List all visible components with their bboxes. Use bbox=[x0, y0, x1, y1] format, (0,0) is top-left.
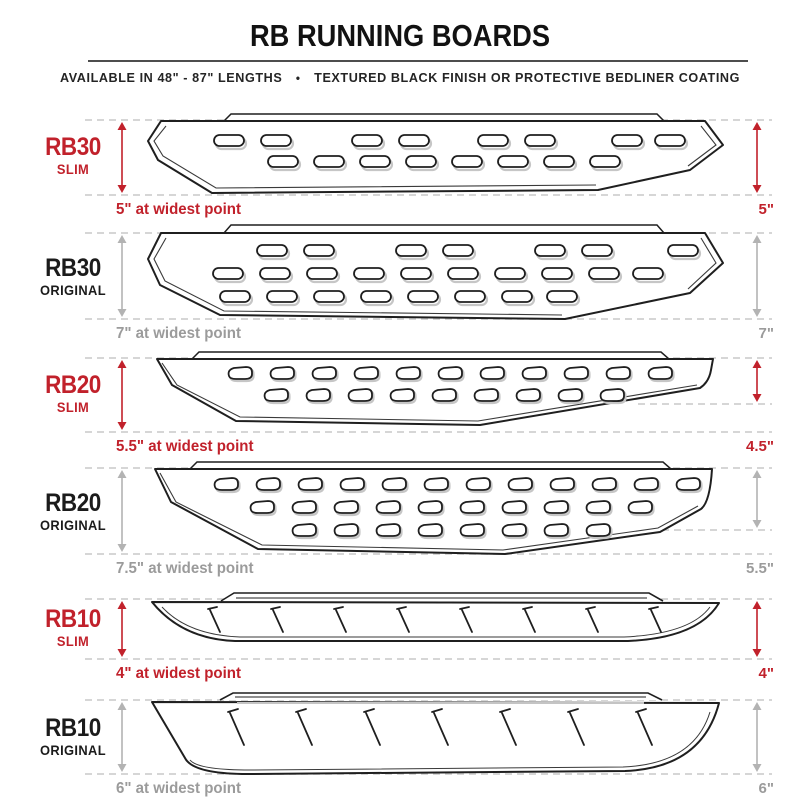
bullet-separator-icon: • bbox=[295, 71, 301, 85]
header bbox=[0, 0, 800, 100]
model-variant: ORIGINAL bbox=[40, 517, 106, 534]
model-variant: SLIM bbox=[56, 399, 90, 416]
widest-point-label: 6" at widest point bbox=[116, 780, 241, 797]
title-divider bbox=[88, 60, 748, 62]
widest-point-label: 4" at widest point bbox=[116, 665, 241, 682]
height-arrow-right bbox=[753, 702, 762, 772]
subtitle-lengths: AVAILABLE IN 48" - 87" LENGTHS bbox=[59, 70, 283, 85]
widest-point-label: 5" at widest point bbox=[116, 201, 241, 218]
model-label-rb10-slim bbox=[24, 606, 122, 649]
row-rb20-slim bbox=[0, 340, 800, 455]
model-name: RB10 bbox=[45, 714, 101, 742]
model-label-rb10-original bbox=[24, 715, 122, 758]
model-name: RB30 bbox=[45, 133, 101, 161]
model-variant: SLIM bbox=[56, 161, 90, 178]
height-measure-label: 6" bbox=[758, 780, 774, 797]
row-rb20-original bbox=[0, 452, 800, 577]
model-label-rb20-slim bbox=[24, 372, 122, 415]
subtitle-finish: TEXTURED BLACK FINISH OR PROTECTIVE BEDLINER COATING bbox=[314, 70, 741, 85]
page-title: RB RUNNING BOARDS bbox=[249, 18, 551, 53]
height-arrow-right bbox=[753, 122, 762, 193]
height-measure-label: 4" bbox=[758, 665, 774, 682]
height-arrow-right bbox=[753, 601, 762, 657]
height-arrow-right bbox=[753, 360, 762, 402]
model-label-rb20-original bbox=[24, 490, 122, 533]
row-rb10-original bbox=[0, 682, 800, 800]
widest-point-label: 7.5" at widest point bbox=[116, 560, 254, 577]
row-rb30-slim bbox=[0, 100, 800, 218]
row-rb10-slim bbox=[0, 577, 800, 682]
model-variant: SLIM bbox=[56, 633, 90, 650]
height-measure-label: 5" bbox=[758, 201, 774, 218]
model-name: RB30 bbox=[45, 254, 101, 282]
model-variant: ORIGINAL bbox=[40, 282, 106, 299]
subtitle bbox=[12, 70, 788, 85]
model-name: RB20 bbox=[45, 489, 101, 517]
widest-point-label: 5.5" at widest point bbox=[116, 438, 254, 455]
model-label-rb30-slim bbox=[24, 134, 122, 177]
height-measure-label: 7" bbox=[758, 325, 774, 342]
model-name: RB10 bbox=[45, 605, 101, 633]
widest-point-label: 7" at widest point bbox=[116, 325, 241, 342]
height-measure-label: 5.5" bbox=[746, 560, 774, 577]
model-name: RB20 bbox=[45, 371, 101, 399]
height-arrow-right bbox=[753, 235, 762, 317]
height-measure-label: 4.5" bbox=[746, 438, 774, 455]
model-variant: ORIGINAL bbox=[40, 742, 106, 759]
row-rb30-original bbox=[0, 215, 800, 340]
height-arrow-right bbox=[753, 470, 762, 528]
model-label-rb30-original bbox=[24, 255, 122, 298]
